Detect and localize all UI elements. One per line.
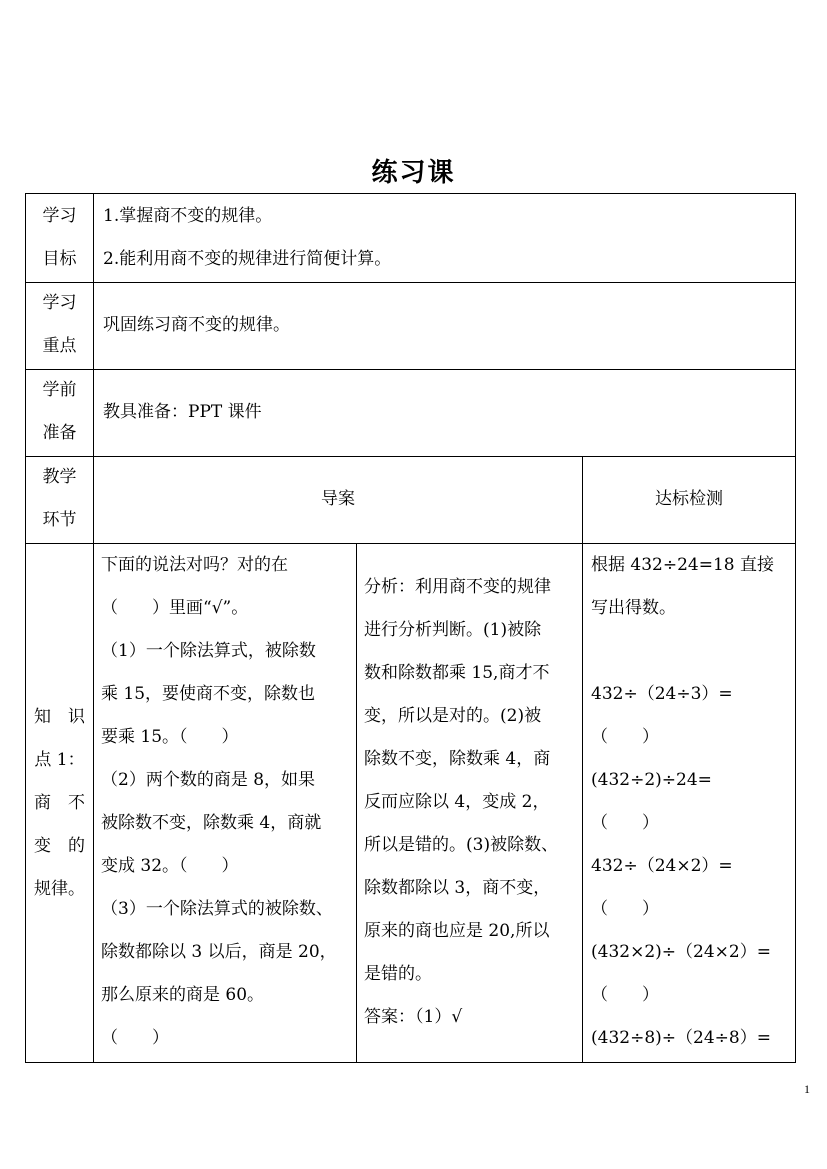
prep-label: 学前 准备: [42, 380, 77, 443]
check-header: 达标检测: [655, 489, 723, 509]
text-line: 那么原来的商是 60。: [101, 985, 265, 1005]
text-line: 除数都除以 3，商不变，: [364, 878, 551, 898]
text-line: （3）一个除法算式的被除数、: [101, 899, 333, 919]
goal-line: 1.掌握商不变的规律。: [103, 206, 273, 226]
text-line: 变成 32。（ ）: [101, 856, 239, 876]
page-title: 练习课: [371, 158, 456, 188]
text-line: 乘 15，要使商不变，除数也: [101, 684, 316, 704]
text-line: 数和除数都乘 15,商才不: [364, 663, 550, 683]
check-intro: [591, 544, 795, 630]
check-item: 432÷（24÷3）=: [591, 684, 733, 704]
text-line: 答案：（1）√: [364, 1007, 463, 1027]
text-line: （1）一个除法算式，被除数: [101, 641, 316, 661]
text-line: 原来的商也应是 20,所以: [364, 921, 550, 941]
check-item: 432÷（24×2）=: [591, 856, 733, 876]
page-number: 1: [804, 1082, 810, 1096]
check-item: （ ）: [591, 813, 659, 833]
goals-label: 学习 目标: [42, 206, 77, 269]
text-line: 根据 432÷24=18 直接: [591, 555, 775, 575]
text-line: （ ）里画“√”。: [101, 598, 249, 618]
goal-line: 2.能利用商不变的规律进行简便计算。: [103, 249, 392, 269]
goals-content: [103, 195, 783, 281]
exercise-text: [101, 544, 355, 1060]
check-item: （ ）: [591, 899, 659, 919]
text-line: （2）两个数的商是 8，如果: [101, 770, 316, 790]
text-line: 所以是错的。(3)被除数、: [364, 835, 559, 855]
key-label: 学习 重点: [42, 293, 77, 356]
text-line: 进行分析判断。(1)被除: [364, 620, 542, 640]
check-item: （ ）: [591, 985, 659, 1005]
text-line: 变，所以是对的。(2)被: [364, 706, 542, 726]
key-content: 巩固练习商不变的规律。: [103, 315, 290, 335]
text-line: 要乘 15。（ ）: [101, 727, 239, 747]
text-line: 写出得数。: [591, 598, 676, 618]
text-line: 反而应除以 4，变成 2，: [364, 792, 550, 812]
check-item: (432×2)÷（24×2）=: [591, 942, 771, 962]
text-line: 除数都除以 3 以后，商是 20，: [101, 942, 337, 962]
section-label: 教学 环节: [42, 467, 77, 530]
text-line: 除数不变，除数乘 4，商: [364, 749, 551, 769]
text-line: 下面的说法对吗？对的在: [101, 555, 288, 575]
check-items: [591, 673, 795, 1060]
text-line: 是错的。: [364, 964, 432, 984]
check-item: (432÷2)÷24=: [591, 770, 712, 790]
check-item: (432÷8)÷（24÷8）=: [591, 1028, 771, 1048]
text-line: 分析：利用商不变的规律: [364, 577, 551, 597]
analysis-text: [364, 566, 582, 1039]
text-line: 被除数不变，除数乘 4，商就: [101, 813, 322, 833]
text-line: （ ）: [101, 1028, 169, 1048]
guide-header: 导案: [321, 489, 355, 509]
prep-content: 教具准备：PPT 课件: [103, 402, 262, 422]
knowledge-label: 知 识 点 1： 商 不 变 的 规律。: [34, 707, 85, 899]
check-item: （ ）: [591, 727, 659, 747]
